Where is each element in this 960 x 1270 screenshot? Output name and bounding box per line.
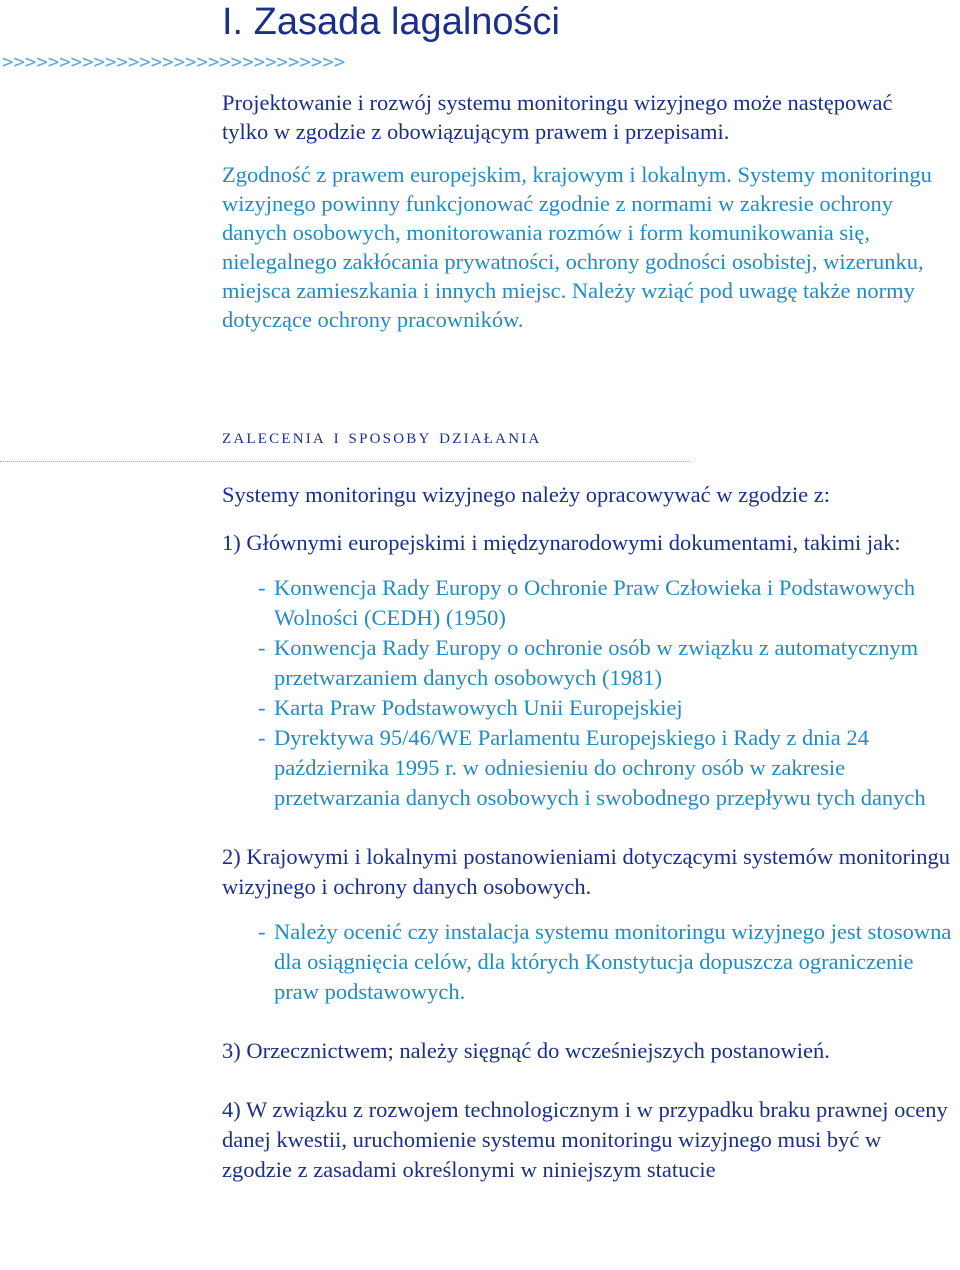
list-item: - Konwencja Rady Europy o Ochronie Praw Człowieka i Podstawowych Wolności (CEDH) (1950) [258,573,952,633]
list-item: - Należy ocenić czy instalacja systemu monitoringu wizyjnego jest stosowna dla osiągnięcia celów, dla których Konstytucja dopuszcza ograniczenie praw podstawowych. [258,917,952,1007]
dotted-divider [0,461,690,462]
list-item: - Konwencja Rady Europy o ochronie osób w związku z automatycznym przetwarzaniem danych osobowych (1981) [258,633,952,693]
recommendations-content [222,480,952,1185]
list-item: - Dyrektywa 95/46/WE Parlamentu Europejskiego i Rady z dnia 24 października 1995 r. w odniesieniu do ochrony osób w zakresie przetwarzania danych osobowych i swobodnego przepływu tych danych [258,723,952,813]
recommendations-lead: Systemy monitoringu wizyjnego należy opracowywać w zgodzie z: [222,482,830,507]
point-1-list [222,573,952,813]
point-2-list [222,917,952,1007]
section-heading: zalecenia i sposoby działania [222,423,542,448]
legal-compliance-paragraph: Zgodność z prawem europejskim, krajowym i lokalnym. Systemy monitoringu wizyjnego powinny funkcjonować zgodnie z normami w zakresie ochrony danych osobowych, monitorowania rozmów i form komunikowania się, nielegalnego zakłócania prywatności, ochrony godności osobistej, wizerunku, miejsca zamieszkania i innych miejsc. Należy wziąć pod uwagę także normy dotyczące ochrony pracowników. [222,162,932,332]
list-item: - Karta Praw Podstawowych Unii Europejskiej [258,693,952,723]
point-1-title: 1) Głównymi europejskimi i międzynarodowymi dokumentami, takimi jak: [222,530,901,555]
intro-paragraph: Projektowanie i rozwój systemu monitoringu wizyjnego może następować tylko w zgodzie z obowiązującym prawem i przepisami. [222,90,893,144]
point-3: 3) Orzecznictwem; należy sięgnąć do wcześniejszych postanowień. [222,1038,830,1063]
chevron-divider: >>>>>>>>>>>>>>>>>>>>>>>>>>>>>> [2,51,346,73]
point-2-title: 2) Krajowymi i lokalnymi postanowieniami dotyczącymi systemów monitoringu wizyjnego i ochrony danych osobowych. [222,844,951,899]
page-title: I. Zasada lagalności [222,1,560,43]
point-4: 4) W związku z rozwojem technologicznym i w przypadku braku prawnej oceny danej kwestii, uruchomienie systemu monitoringu wizyjnego musi być w zgodzie z zasadami określonymi w niniejszym statucie [222,1097,948,1182]
